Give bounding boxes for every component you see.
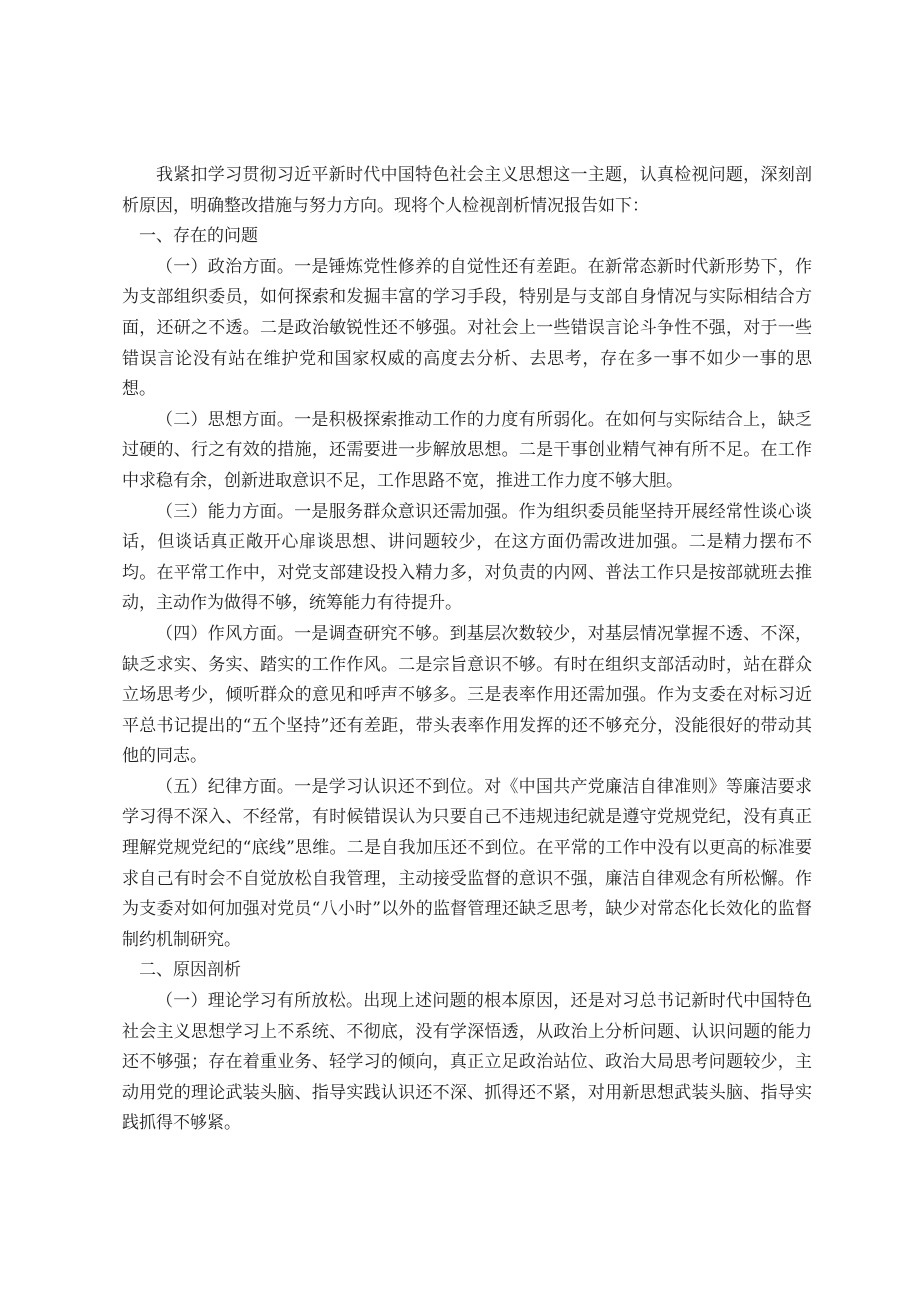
- section-heading-problems: 一、存在的问题: [139, 226, 258, 247]
- paragraph-political: （一）政治方面。一是锤炼党性修养的自觉性还有差距。在新常态新时代新形势下，作为支部组织委员，如何探索和发掘丰富的学习手段，特别是与支部自身情况与实际相结合方面，还研之不透。二是政治敏锐性还不够强。对社会上一些错误言论斗争性不强，对于一些错误言论没有站在维护党和国家权威的高度去分析、去思考，存在多一事不如少一事的思想。: [122, 256, 812, 400]
- section-heading-causes: 二、原因剖析: [139, 960, 241, 981]
- paragraph-discipline: （五）纪律方面。一是学习认识还不到位。对《中国共产党廉洁自律准则》等廉洁要求学习得不深入、不经常，有时候错误认为只要自己不违规违纪就是遵守党规党纪，没有真正理解党规党纪的“底线”思维。二是自我加压还不到位。在平常的工作中没有以更高的标准要求自己有时会不自觉放松自我管理，主动接受监督的意识不强，廉洁自律观念有所松懈。作为支委对如何加强对党员“八小时”以外的监督管理还缺乏思考，缺少对常态化长效化的监督制约机制研究。: [122, 776, 812, 950]
- paragraph-work-style: （四）作风方面。一是调查研究不够。到基层次数较少，对基层情况掌握不透、不深，缺乏求实、务实、踏实的工作作风。二是宗旨意识不够。有时在组织支部活动时，站在群众立场思考少，倾听群众的意见和呼声不够多。三是表率作用还需加强。作为支委在对标习近平总书记提出的“五个坚持”还有差距，带头表率作用发挥的还不够充分，没能很好的带动其他的同志。: [122, 623, 812, 767]
- paragraph-theory-study: （一）理论学习有所放松。出现上述问题的根本原因，还是对习总书记新时代中国特色社会主义思想学习上不系统、不彻底，没有学深悟透，从政治上分析问题、认识问题的能力还不够强；存在着重业务、轻学习的倾向，真正立足政治站位、政治大局思考问题较少，主动用党的理论武装头脑、指导实践认识还不深、抓得还不紧，对用新思想武装头脑、指导实践抓得不够紧。: [122, 991, 812, 1134]
- paragraph-ideological: （二）思想方面。一是积极探索推动工作的力度有所弱化。在如何与实际结合上，缺乏过硬的、行之有效的措施，还需要进一步解放思想。二是干事创业精气神有所不足。在工作中求稳有余，创新进取意识不足，工作思路不宽，推进工作力度不够大胆。: [122, 409, 812, 491]
- intro-paragraph: 我紧扣学习贯彻习近平新时代中国特色社会主义思想这一主题，认真检视问题，深刻剖析原因，明确整改措施与努力方向。现将个人检视剖析情况报告如下：: [122, 165, 812, 216]
- paragraph-ability: （三）能力方面。一是服务群众意识还需加强。作为组织委员能坚持开展经常性谈心谈话，但谈话真正敞开心扉谈思想、讲问题较少，在这方面仍需改进加强。二是精力摆布不均。在平常工作中，对党支部建设投入精力多，对负责的内网、普法工作只是按部就班去推动，主动作为做得不够，统筹能力有待提升。: [122, 501, 812, 614]
- document-body: [122, 160, 812, 1139]
